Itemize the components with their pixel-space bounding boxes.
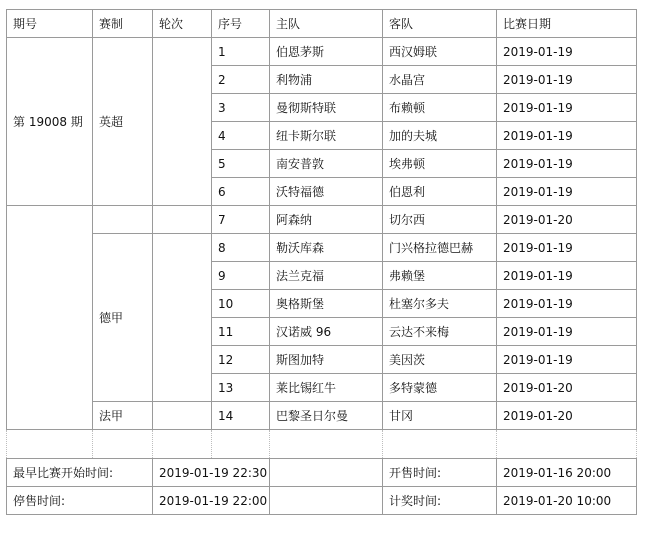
date-cell: 2019-01-19 [497,150,637,178]
sale-start-label: 开售时间: [383,459,497,487]
table-row [7,402,637,430]
seq-cell: 9 [212,262,270,290]
home-team-cell: 利物浦 [270,66,383,94]
away-team-cell: 切尔西 [383,206,497,234]
blank-cell [383,430,497,459]
home-team-cell: 沃特福德 [270,178,383,206]
home-team-cell: 巴黎圣日尔曼 [270,402,383,430]
away-team-cell: 门兴格拉德巴赫 [383,234,497,262]
date-cell: 2019-01-20 [497,374,637,402]
away-team-cell: 多特蒙德 [383,374,497,402]
away-team-cell: 水晶宫 [383,66,497,94]
blank-row [7,430,637,459]
home-team-cell: 阿森纳 [270,206,383,234]
blank-cell [270,430,383,459]
blank-cell [7,430,93,459]
home-team-cell: 南安普敦 [270,150,383,178]
seq-cell: 6 [212,178,270,206]
table-row [7,206,637,234]
away-team-cell: 加的夫城 [383,122,497,150]
date-cell: 2019-01-19 [497,178,637,206]
date-cell: 2019-01-19 [497,66,637,94]
round-cell [153,234,212,402]
away-team-cell: 甘冈 [383,402,497,430]
sale-stop-value: 2019-01-19 22:00 [153,487,270,515]
competition-cell-bundesliga: 德甲 [93,234,153,402]
header-seq: 序号 [212,10,270,38]
seq-cell: 7 [212,206,270,234]
away-team-cell: 云达不来梅 [383,318,497,346]
period-cell: 第 19008 期 [7,38,93,206]
date-cell: 2019-01-19 [497,346,637,374]
home-team-cell: 汉诺威 96 [270,318,383,346]
date-cell: 2019-01-19 [497,262,637,290]
header-row [7,10,637,38]
home-team-cell: 莱比锡红牛 [270,374,383,402]
round-cell [153,38,212,206]
table-row [7,234,637,262]
round-cell-empty [153,206,212,234]
home-team-cell: 曼彻斯特联 [270,94,383,122]
seq-cell: 12 [212,346,270,374]
seq-cell: 2 [212,66,270,94]
competition-cell-empty [93,206,153,234]
blank-cell [153,430,212,459]
header-competition: 赛制 [93,10,153,38]
away-team-cell: 西汉姆联 [383,38,497,66]
date-cell: 2019-01-20 [497,402,637,430]
competition-cell-epl: 英超 [93,38,153,206]
header-period: 期号 [7,10,93,38]
header-round: 轮次 [153,10,212,38]
blank-cell [212,430,270,459]
seq-cell: 14 [212,402,270,430]
blank-cell [93,430,153,459]
sale-start-value: 2019-01-16 20:00 [497,459,637,487]
seq-cell: 10 [212,290,270,318]
date-cell: 2019-01-19 [497,234,637,262]
date-cell: 2019-01-19 [497,290,637,318]
away-team-cell: 伯恩利 [383,178,497,206]
seq-cell: 8 [212,234,270,262]
seq-cell: 13 [212,374,270,402]
footer-spacer [270,487,383,515]
date-cell: 2019-01-19 [497,122,637,150]
seq-cell: 4 [212,122,270,150]
away-team-cell: 美因茨 [383,346,497,374]
period-cell-empty [7,206,93,430]
footer-row-2 [7,487,637,515]
table-row [7,38,637,66]
footer-spacer [270,459,383,487]
round-cell-empty [153,402,212,430]
away-team-cell: 埃弗顿 [383,150,497,178]
prize-time-label: 计奖时间: [383,487,497,515]
footer-row-1 [7,459,637,487]
away-team-cell: 弗赖堡 [383,262,497,290]
schedule-table [6,9,637,515]
date-cell: 2019-01-20 [497,206,637,234]
earliest-start-label: 最早比赛开始时间: [7,459,153,487]
date-cell: 2019-01-19 [497,94,637,122]
seq-cell: 11 [212,318,270,346]
home-team-cell: 斯图加特 [270,346,383,374]
blank-cell [497,430,637,459]
date-cell: 2019-01-19 [497,38,637,66]
header-date: 比赛日期 [497,10,637,38]
home-team-cell: 法兰克福 [270,262,383,290]
header-away: 客队 [383,10,497,38]
home-team-cell: 勒沃库森 [270,234,383,262]
away-team-cell: 杜塞尔多夫 [383,290,497,318]
sale-stop-label: 停售时间: [7,487,153,515]
home-team-cell: 纽卡斯尔联 [270,122,383,150]
away-team-cell: 布赖顿 [383,94,497,122]
competition-cell-ligue1: 法甲 [93,402,153,430]
home-team-cell: 伯恩茅斯 [270,38,383,66]
seq-cell: 5 [212,150,270,178]
date-cell: 2019-01-19 [497,318,637,346]
home-team-cell: 奥格斯堡 [270,290,383,318]
prize-time-value: 2019-01-20 10:00 [497,487,637,515]
header-home: 主队 [270,10,383,38]
seq-cell: 3 [212,94,270,122]
earliest-start-value: 2019-01-19 22:30 [153,459,270,487]
seq-cell: 1 [212,38,270,66]
